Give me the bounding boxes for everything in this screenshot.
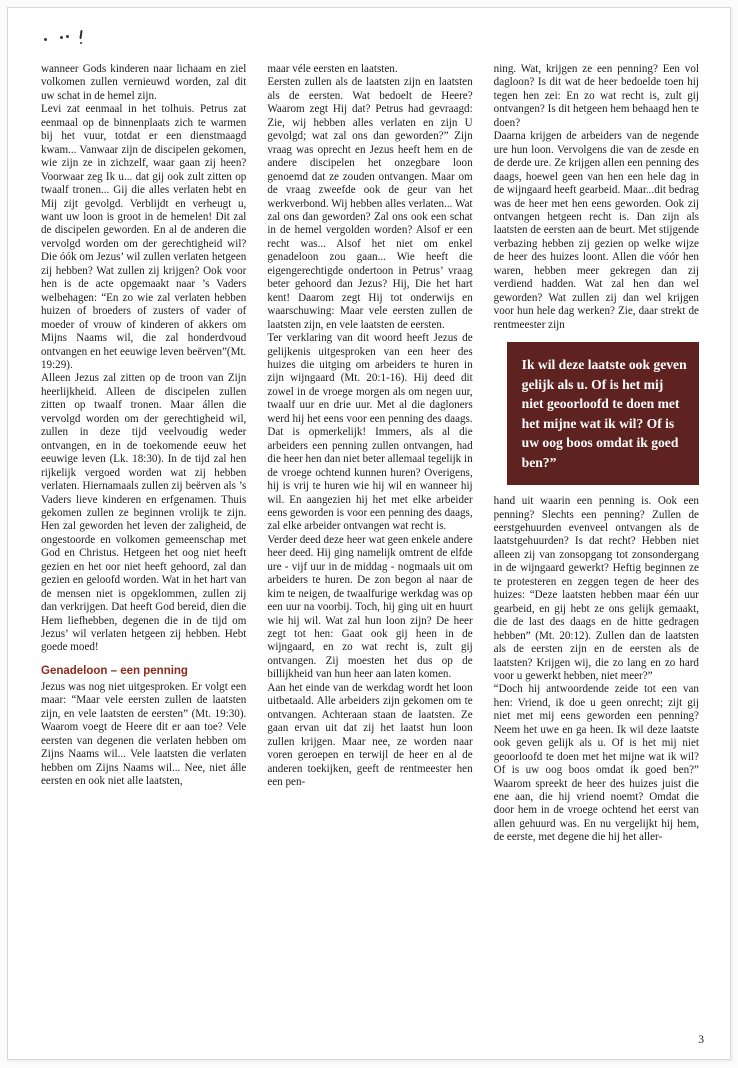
ink-tick: [79, 30, 82, 39]
page-number: 3: [698, 1034, 704, 1046]
paragraph: ning. Wat, krijgen ze een penning? Een vol dagloon? Is dit wat de heer bedoelde toen hij tegen hen zei: En zo wat recht is, zult gij ontvangen? Is dit hetgeen hem behaagd hen te doen?: [493, 63, 699, 129]
ink-dot: [80, 42, 82, 44]
paragraph: “Doch hij antwoordende zeide tot een van hen: Vriend, ik doe u geen onrecht; zijt gij niet met mij eens geworden een penning? Neem het uwe en ga heen. Ik wil deze laatste ook geven gelijk als u. Of is het mij niet geoorloofd te doen met het mijne wat ik wil? Of is uw oog boos omdat ik goed ben?” Waarom spreekt de heer des huizes juist die ene aan, die hij vriend noemt? Omdat die door hem in de vroege ochtend het eerst van allen gehuurd was. En nu vergelijkt hij hem, de eerste, met degene die hij het aller-: [493, 683, 699, 844]
paragraph: Daarna krijgen de arbeiders van de negende ure hun loon. Vervolgens die van de zesde en de derde ure. Ze krijgen allen een penning des daags, hoewel geen van hen een hele dag in de wijngaard heeft gearbeid. Maar...dit bedrag was de heer met hen eens geworden. Ook zij ontvangen hetgeen recht is. Dan zijn als laatsten de eersten aan de beurt. Met stijgende verbazing hebben zij gezien op welke wijze de heer des huizes loont. Allen die vóór hen waren, hebben meer gekregen dan zij verdiend hadden. Wat zal hen dan wel geworden? Wat zullen zij dan wel krijgen voor hun hele dag werken? Zie, daar strekt de rentmeester zijn: [493, 130, 699, 331]
ink-dot: [66, 35, 69, 38]
section-heading: Genadeloon – een penning: [41, 664, 188, 677]
paragraph: wanneer Gods kinderen naar lichaam en ziel volkomen zullen vernieuwd worden, zal dit uw schat in de hemel zijn.: [41, 63, 247, 102]
column-2: [267, 63, 472, 1025]
paragraph: Levi zat eenmaal in het tolhuis. Petrus zat eenmaal op de binnenplaats zich te warmen bij het vuur, totdat er een dienstmaagd kwam... Vanwaar zijn de discipelen gekomen, wie zijn ze in zichzelf, waar gaan zij heen? Voorwaar zeg Ik u... dat gij ook zult zitten op twaalf tronen... Gij die alles verlaten hebt en Mij zijt gevolgd. Verblijdt en verheugt u, want uw loon is groot in de hemelen! Dit zal de discipelen geworden. En al de anderen die vervolgd worden om der gerechtigheid wil? Die óók om Jezus’ wil zullen verlaten hetgeen zij hebben? Wat zullen zij krijgen? Ook voor hen is de acte opgemaakt naar ’s Vaders welbehagen: “En zo wie zal verlaten hebben huizen of broeders of zusters of vader of moeder of vrouw of kinderen of akkers om Mijns Naams wil, die zal honderdvoud ontvangen en het eeuwige leven beërven”(Mt. 19:29).: [41, 103, 247, 371]
column-3: [494, 63, 699, 1025]
article-columns: [41, 63, 699, 1025]
paragraph: maar véle eersten en laatsten.: [267, 63, 398, 75]
paragraph: Aan het einde van de werkdag wordt het loon uitbetaald. Alle arbeiders zijn gekomen om te ontvangen. Achteraan staan de laatsten. Ze gaan ervan uit dat zij het laatst hun loon zullen krijgen. Maar nee, ze worden naar voren geroepen en terwijl de heer en al de anderen toekijken, geeft de rentmeester hen een pen-: [267, 681, 473, 789]
paragraph: Jezus was nog niet uitgesproken. Er volgt een maar: “Maar vele eersten zullen de laatsten zijn, en vele laatsten de eersten” (Mt. 19:30). Waarom voegt de Heere dit er aan toe? Vele eersten van degenen die verlaten hebben om Zijns Naams wil... Vele laatsten die verlaten hebben om Zijns Naams wil... Nee, niet álle eersten en ook niet alle laatsten,: [41, 680, 247, 788]
ink-dot: [44, 38, 47, 41]
ink-dot: [60, 36, 63, 39]
paragraph: Verder deed deze heer wat geen enkele andere heer deed. Hij ging namelijk omtrent de elfde ure - vijf uur in de middag - nogmaals uit om arbeiders te huren. De zon begon al naar de kim te neigen, de twaalfurige werkdag was op een uur na voorbij. Toch, hij ging uit en huurt wie hij wil. Wat zal hun loon zijn? De heer zegt tot hen: Gaat ook gij heen in de wijngaard, en zo wat recht is, zult gij ontvangen. Zij moesten het dus op de billijkheid van hun heer aan laten komen.: [267, 533, 473, 681]
column-1: [41, 63, 246, 1025]
page-edge: [7, 7, 731, 1060]
paragraph: Ter verklaring van dit woord heeft Jezus de gelijkenis uitgesproken van een heer des huizes die uitging om arbeiders te huren in zijn wijngaard (Mt. 20:1-16). Hij deed dit zowel in de vroege morgen als om negen uur, twaalf uur en drie uur. Met al die dagloners werd hij het eens voor een penning des daags. Dat is opmerkelijk! Immers, als al die arbeiders een penning zullen ontvangen, had die heer hen dan niet beter allemaal tegelijk in de vroege ochtend kunnen huren? Overigens, hij is vrij te huren wie hij wil en wanneer hij wil. En aangezien hij het met elke arbeider eens geworden is voor een penning des daags, zal elke arbeider ontvangen wat recht is.: [267, 332, 473, 533]
stray-ink-marks: [42, 30, 92, 46]
paragraph: hand uit waarin een penning is. Ook een penning? Slechts een penning? Zullen de eerstgehuurden evenveel ontvangen als de laatstgehuurden? Is dat recht? Hebben niet alleen zij van zonsopgang tot zonsondergang in de wijngaard gewerkt? Heftig beginnen ze te protesteren en zeggen tegen de heer des huizes: “Deze laatsten hebben maar één uur gearbeid, en gij hebt ze ons gelijk gemaakt, die de last des daags en de hitte gedragen hebben” (Mt. 20:12). Zullen dan de laatsten als de eersten zijn en de eersten als de laatsten? Krijgen wij, die zo lang en zo hard voor u gewerkt hebben, niet meer?”: [493, 495, 699, 682]
paragraph: Alleen Jezus zal zitten op de troon van Zijn heerlijkheid. Alleen de discipelen zullen zitten op twaalf tronen. Maar állen die vervolgd worden om der gerechtigheid wil, zullen in deze tijd veelvoudig weder ontvangen, en in de toekomende eeuw het eeuwige leven (Lk. 18:30). In de tijd zal hen rijkelijk vergoed worden wat zij hebben verlaten. Hiernamaals zullen zij beërven als ’s Vaders lieve kinderen en erfgenamen. Thuis gekomen zullen ze beginnen vrolijk te zijn. Hen zal geworden het leven der zaligheid, de ongestoorde en volkomen gemeenschap met God en Christus. Hetgeen het oog niet heeft gezien en het oor niet heeft gehoord, zal dan gezien en geloofd worden. Wat in het hart van de mensen niet is opgeklommen, zullen zij dan verkrijgen. Dat heeft God bereid, dien die Hem liefhebben, degenen die in de tijd om Jezus’ wil verlaten hetgeen zij hebben. Hebt goede moed!: [41, 372, 247, 654]
paragraph: Eersten zullen als de laatsten zijn en laatsten als de eersten. Wat bedoelt de Heere? Waarom zegt Hij dat? Petrus had gevraagd: Zie, wij hebben alles verlaten en zijn U gevolgd; wat zal ons dan geworden?” Zijn vraag was oprecht en Jezus heeft hem en de andere discipelen het onzegbare loon genoemd dat ze zouden ontvangen. Maar om de vraag zweefde ook de geur van het werkverbond. Wij hebben alles verlaten... Wat zal ons dan geworden? Zal ons ook een schat in de hemel vergolden worden? Alsof er een recht was... Alsof het niet om enkel genadeloon zou gaan... Wie heeft die eigengerechtigde ondertoon in Petrus’ vraag beter gehoord dan Jezus? Hij, Die het hart kent! Daarom zegt Hij tot onderwijs en waarschuwing: Maar vele eersten zullen de laatsten zijn, en vele laatsten de eersten.: [267, 76, 473, 331]
pull-quote: Ik wil deze laatste ook geven gelijk als u. Of is het mij niet geoorloofd te doen met het mijne wat ik wil? Of is uw oog boos omdat ik goed ben?”: [507, 342, 699, 485]
